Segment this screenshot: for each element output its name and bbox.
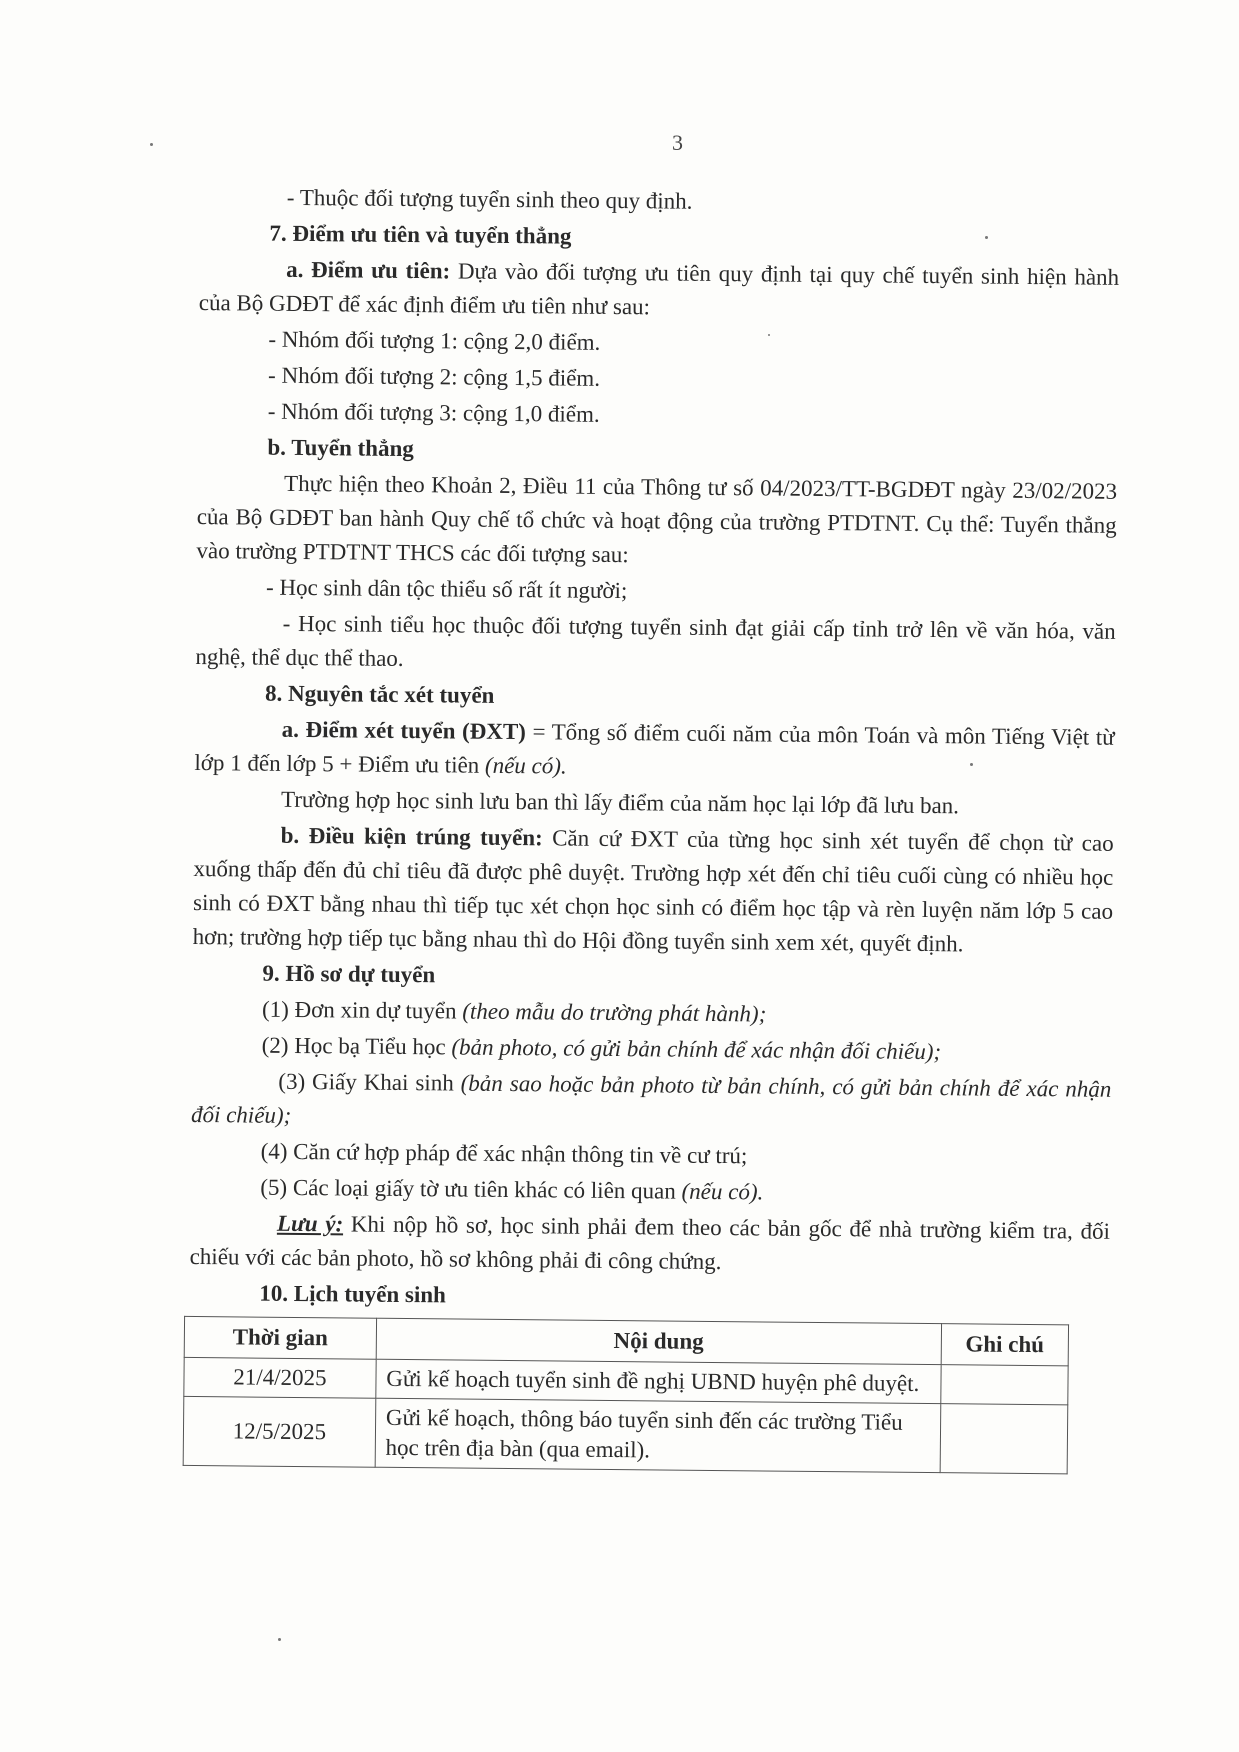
header-note: Ghi chú [941,1324,1069,1366]
section-8a-text: = Tổng số điểm cuối năm của môn Toán và môn Tiếng Việt từ lớp 1 đến lớp 5 + Điểm ưu tiên [194,719,1115,778]
dossier-item-5-italic: (nếu có). [681,1178,764,1205]
document-body [188,180,1120,1475]
section-7a-label: a. Điểm ưu tiên: [286,256,451,284]
section-8b-text: Căn cứ ĐXT của từng học sinh xét tuyển để chọn từ cao xuống thấp đến đủ chỉ tiêu đã được phê duyệt. Trường hợp xét đến chỉ tiêu cuối cùng có nhiều học sinh có ĐXT bằng nhau thì tiếp tục xét chọn học sinh có điểm học tập và rèn luyện năm lớp 5 cao hơn; trường hợp tiếp tục bằng nhau thì do Hội đồng tuyển sinh xem xét, quyết định. [192,825,1114,957]
note-label: Lưu ý: [276,1210,344,1237]
section-9-heading: 9. Hồ sơ dự tuyển [262,960,436,988]
section-8a-paragraph [194,712,1115,789]
dossier-item-1-italic: (theo mẫu do trường phát hành); [462,998,767,1027]
scan-speck [278,1638,281,1641]
section-7-heading: 7. Điểm ưu tiên và tuyển thẳng [269,220,572,249]
schedule-table [183,1316,1069,1474]
dossier-item-3 [191,1064,1112,1141]
scan-speck [768,334,770,336]
section-7b-paragraph: Thực hiện theo Khoản 2, Điều 11 của Thông tư số 04/2023/TT-BGDĐT ngày 23/02/2023 của Bộ GDĐT ban hành Quy chế tổ chức và hoạt động của trường PTDTNT. Cụ thể: Tuyển thẳng vào trường PTDTNT THCS các đối tượng sau: [196,470,1118,568]
eligibility-line: - Thuộc đối tượng tuyển sinh theo quy định. [286,184,693,214]
header-time: Thời gian [184,1316,376,1359]
section-7b-heading: b. Tuyển thẳng [267,434,414,462]
row-1-time: 21/4/2025 [184,1357,376,1398]
direct-admission-item-2: - Học sinh tiểu học thuộc đối tượng tuyển sinh đạt giải cấp tỉnh trở lên về văn hóa, văn nghệ, thể dục thể thao. [195,610,1116,671]
page-number: 3 [672,130,683,155]
scan-speck [150,143,153,146]
section-7a-text: Dựa vào đối tượng ưu tiên quy định tại quy chế tuyển sinh hiện hành của Bộ GDĐT để xác định điểm ưu tiên như sau: [198,258,1120,320]
dossier-item-2-italic: (bản photo, có gửi bản chính để xác nhận đối chiếu); [451,1034,942,1065]
dossier-item-3-text: (3) Giấy Khai sinh [278,1068,461,1096]
section-8b-paragraph [193,818,1114,963]
table-row [183,1396,1068,1473]
section-8-heading: 8. Nguyên tắc xét tuyển [264,680,495,708]
priority-group-2: - Nhóm đối tượng 2: cộng 1,5 điểm. [268,362,601,391]
dossier-item-4: (4) Căn cứ hợp pháp để xác nhận thông tin về cư trú; [260,1138,748,1169]
note-paragraph [189,1206,1110,1283]
row-2-note [940,1404,1068,1474]
note-text: Khi nộp hồ sơ, học sinh phải đem theo các bản gốc để nhà trường kiểm tra, đối chiếu với các bản photo, hồ sơ không phải đi công chứng. [189,1211,1111,1275]
row-1-content: Gửi kế hoạch tuyển sinh đề nghị UBND huyện phê duyệt. [376,1359,941,1403]
scan-speck [985,236,988,239]
dossier-item-1-text: (1) Đơn xin dự tuyển [261,996,463,1024]
section-7a-paragraph [199,252,1120,329]
dossier-item-2-text: (2) Học bạ Tiểu học [261,1032,452,1060]
priority-group-3: - Nhóm đối tượng 3: cộng 1,0 điểm. [267,398,600,427]
section-8a-label: a. Điểm xét tuyển (ĐXT) [281,716,527,745]
section-10-heading: 10. Lịch tuyển sinh [259,1280,447,1308]
scan-speck [970,763,973,766]
row-2-content: Gửi kế hoạch, thông báo tuyển sinh đến các trường Tiểu học trên địa bàn (qua email). [375,1398,941,1472]
section-8b-label: b. Điều kiện trúng tuyển: [280,822,543,851]
dossier-item-3-italic: (bản sao hoặc bản photo từ bản chính, có gửi bản chính để xác nhận đối chiếu); [190,1070,1112,1128]
direct-admission-item-1: - Học sinh dân tộc thiểu số rất ít người; [265,574,628,604]
header-content: Nội dung [376,1318,941,1364]
section-8a-note: Trường hợp học sinh lưu ban thì lấy điểm của năm học lại lớp đã lưu ban. [280,786,960,819]
section-8a-italic: (nếu có). [484,752,567,779]
dossier-item-5-text: (5) Các loại giấy tờ ưu tiên khác có liên quan [260,1174,682,1204]
row-2-time: 12/5/2025 [183,1396,375,1467]
row-1-note [941,1365,1069,1405]
priority-group-1: - Nhóm đối tượng 1: cộng 2,0 điểm. [268,326,601,355]
